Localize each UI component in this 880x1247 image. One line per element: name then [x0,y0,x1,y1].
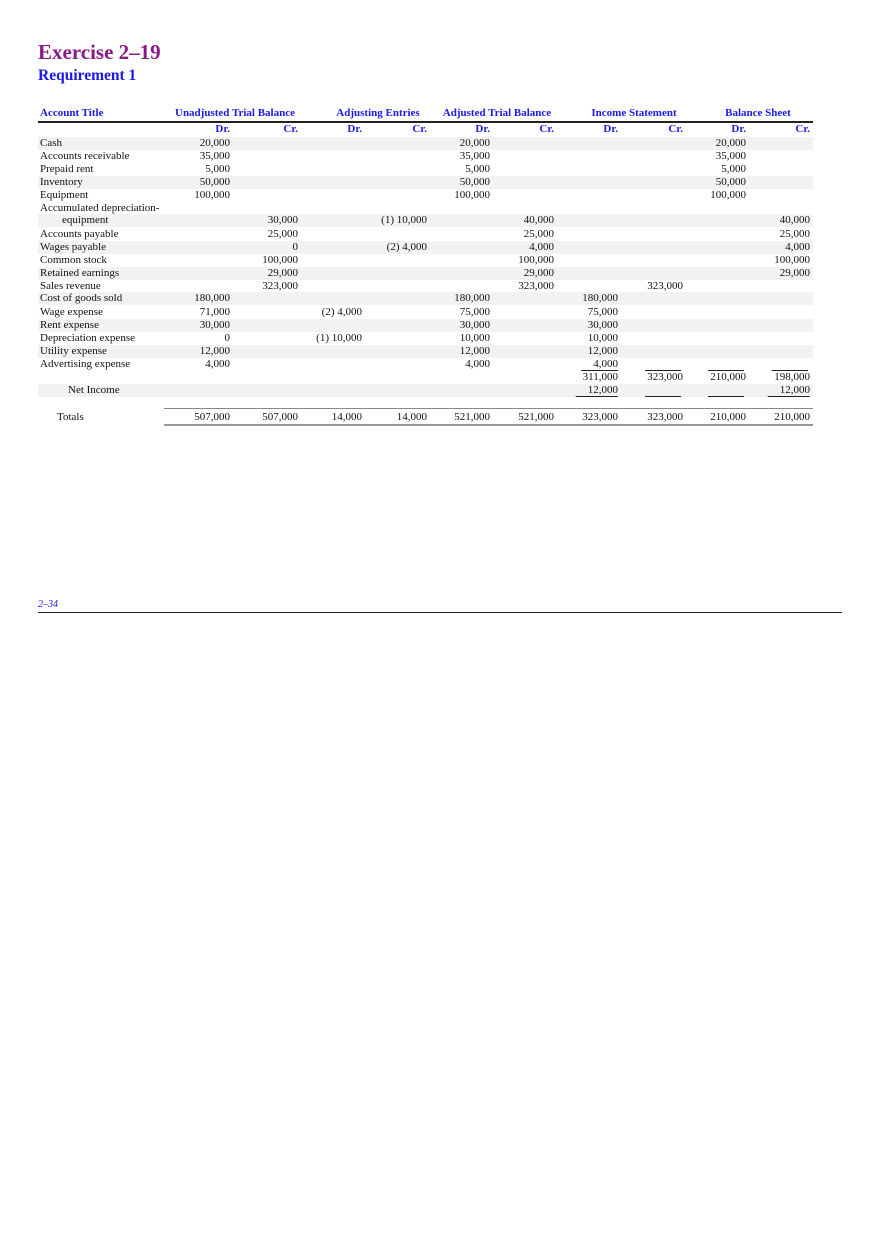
table-row [38,306,813,319]
amount-cell: 10,000 [459,332,490,344]
column-subheader: Dr. [603,123,618,135]
total-cell: 323,000 [647,411,683,423]
amount-cell: 29,000 [523,267,554,279]
column-subheader: Dr. [215,123,230,135]
amount-cell: (2) 4,000 [386,241,427,253]
table-row [38,332,813,345]
amount-cell: 12,000 [576,384,618,397]
amount-cell: 12,000 [768,384,810,397]
amount-cell: (2) 4,000 [321,306,362,318]
group-header-balance: Balance Sheet [725,107,791,119]
amount-cell: 30,000 [459,319,490,331]
total-cell: 507,000 [194,411,230,423]
total-cell: 507,000 [262,411,298,423]
column-subheader: Dr. [731,123,746,135]
amount-cell: 180,000 [194,292,230,304]
group-header-income: Income Statement [591,107,677,119]
amount-cell: (1) 10,000 [381,214,427,226]
amount-cell: 20,000 [199,137,230,149]
amount-cell: 100,000 [518,254,554,266]
amount-cell: 20,000 [459,137,490,149]
totals-label: Totals [57,411,84,423]
table-row [38,319,813,332]
account-label: Wages payable [40,241,106,253]
table-row [38,267,813,280]
table-row [38,254,813,267]
amount-cell: 30,000 [199,319,230,331]
rule-line [708,396,744,397]
table-row [38,228,813,241]
total-cell: 323,000 [582,411,618,423]
amount-cell: 29,000 [779,267,810,279]
account-title-header: Account Title [40,107,104,119]
account-label: Depreciation expense [40,332,135,344]
account-label: Retained earnings [40,267,120,279]
amount-cell: 12,000 [459,345,490,357]
amount-cell: 100,000 [454,189,490,201]
amount-cell: 323,000 [647,280,683,292]
totals-top-rule [164,408,813,409]
amount-cell: 75,000 [459,306,490,318]
total-cell: 14,000 [331,411,362,423]
column-subheader: Cr. [539,123,554,135]
amount-cell: 50,000 [459,176,490,188]
amount-cell: 323,000 [518,280,554,292]
amount-cell: 5,000 [721,163,746,175]
table-row [38,345,813,358]
amount-cell: 180,000 [454,292,490,304]
group-header-unadjusted: Unadjusted Trial Balance [175,107,295,119]
amount-cell: 50,000 [199,176,230,188]
amount-cell: 323,000 [647,371,683,383]
account-label: Accounts payable [40,228,119,240]
amount-cell: 25,000 [523,228,554,240]
amount-cell: 29,000 [267,267,298,279]
amount-cell: 0 [224,332,230,344]
amount-cell: 100,000 [710,189,746,201]
total-cell: 210,000 [710,411,746,423]
amount-cell: 180,000 [582,292,618,304]
amount-cell: 25,000 [779,228,810,240]
account-label: Prepaid rent [40,163,94,175]
group-header-adjusted: Adjusted Trial Balance [442,107,552,119]
requirement-heading: Requirement 1 [38,67,137,84]
footer-rule [38,612,842,613]
account-label: Inventory [40,176,83,188]
amount-cell: 40,000 [523,214,554,226]
total-cell: 210,000 [774,411,810,423]
amount-cell: 100,000 [194,189,230,201]
account-label: Cost of goods sold [40,292,123,304]
table-row [38,371,813,384]
amount-cell: 35,000 [199,150,230,162]
amount-cell: 10,000 [587,332,618,344]
column-subheader: Dr. [347,123,362,135]
amount-cell: 75,000 [587,306,618,318]
column-subheader: Dr. [475,123,490,135]
column-subheader: Cr. [795,123,810,135]
table-row [38,150,813,163]
amount-cell: 100,000 [262,254,298,266]
total-cell: 14,000 [396,411,427,423]
column-subheader: Cr. [283,123,298,135]
account-label: Common stock [40,254,107,266]
table-row [38,241,813,254]
table-row [38,163,813,176]
account-label: Sales revenue [40,280,101,292]
amount-cell: 5,000 [205,163,230,175]
group-header-adjusting: Adjusting Entries [336,107,420,119]
table-row [38,358,813,371]
amount-cell: 35,000 [715,150,746,162]
amount-cell: 25,000 [267,228,298,240]
account-label: Accumulated depreciation- [40,202,160,214]
amount-cell: 20,000 [715,137,746,149]
table-row [38,214,813,227]
table-row [38,176,813,189]
amount-cell: 30,000 [267,214,298,226]
exercise-title: Exercise 2–19 [38,40,161,64]
account-label: Utility expense [40,345,107,357]
account-label: Equipment [40,189,89,201]
column-subheader: Cr. [668,123,683,135]
total-cell: 521,000 [518,411,554,423]
amount-cell: 50,000 [715,176,746,188]
amount-cell: 12,000 [587,345,618,357]
amount-cell: 0 [292,241,298,253]
account-label: Accounts receivable [40,150,130,162]
amount-cell: 100,000 [774,254,810,266]
account-label: Cash [40,137,62,149]
amount-cell: 311,000 [582,371,618,383]
amount-cell: 30,000 [587,319,618,331]
page-number: 2–34 [38,599,58,610]
amount-cell: 210,000 [710,371,746,383]
amount-cell: 12,000 [199,345,230,357]
account-label: Advertising expense [40,358,131,370]
amount-cell: 4,000 [581,358,618,371]
amount-cell: 4,000 [465,358,490,370]
account-label: equipment [62,214,109,226]
amount-cell: 198,000 [774,371,810,383]
amount-cell: 71,000 [199,306,230,318]
total-cell: 521,000 [454,411,490,423]
account-label: Net Income [68,384,120,396]
table-row [38,189,813,202]
table-row [38,137,813,150]
column-subheader: Cr. [412,123,427,135]
amount-cell: 4,000 [529,241,554,253]
amount-cell: 4,000 [205,358,230,370]
amount-cell: 40,000 [779,214,810,226]
amount-cell: 4,000 [785,241,810,253]
account-label: Wage expense [40,306,103,318]
amount-cell: 323,000 [262,280,298,292]
rule-line [645,396,681,397]
amount-cell: 5,000 [465,163,490,175]
table-row [38,384,813,397]
amount-cell: (1) 10,000 [316,332,362,344]
table-row [38,292,813,305]
totals-row [38,411,813,424]
account-label: Rent expense [40,319,99,331]
amount-cell: 35,000 [459,150,490,162]
totals-double-rule [164,424,813,426]
